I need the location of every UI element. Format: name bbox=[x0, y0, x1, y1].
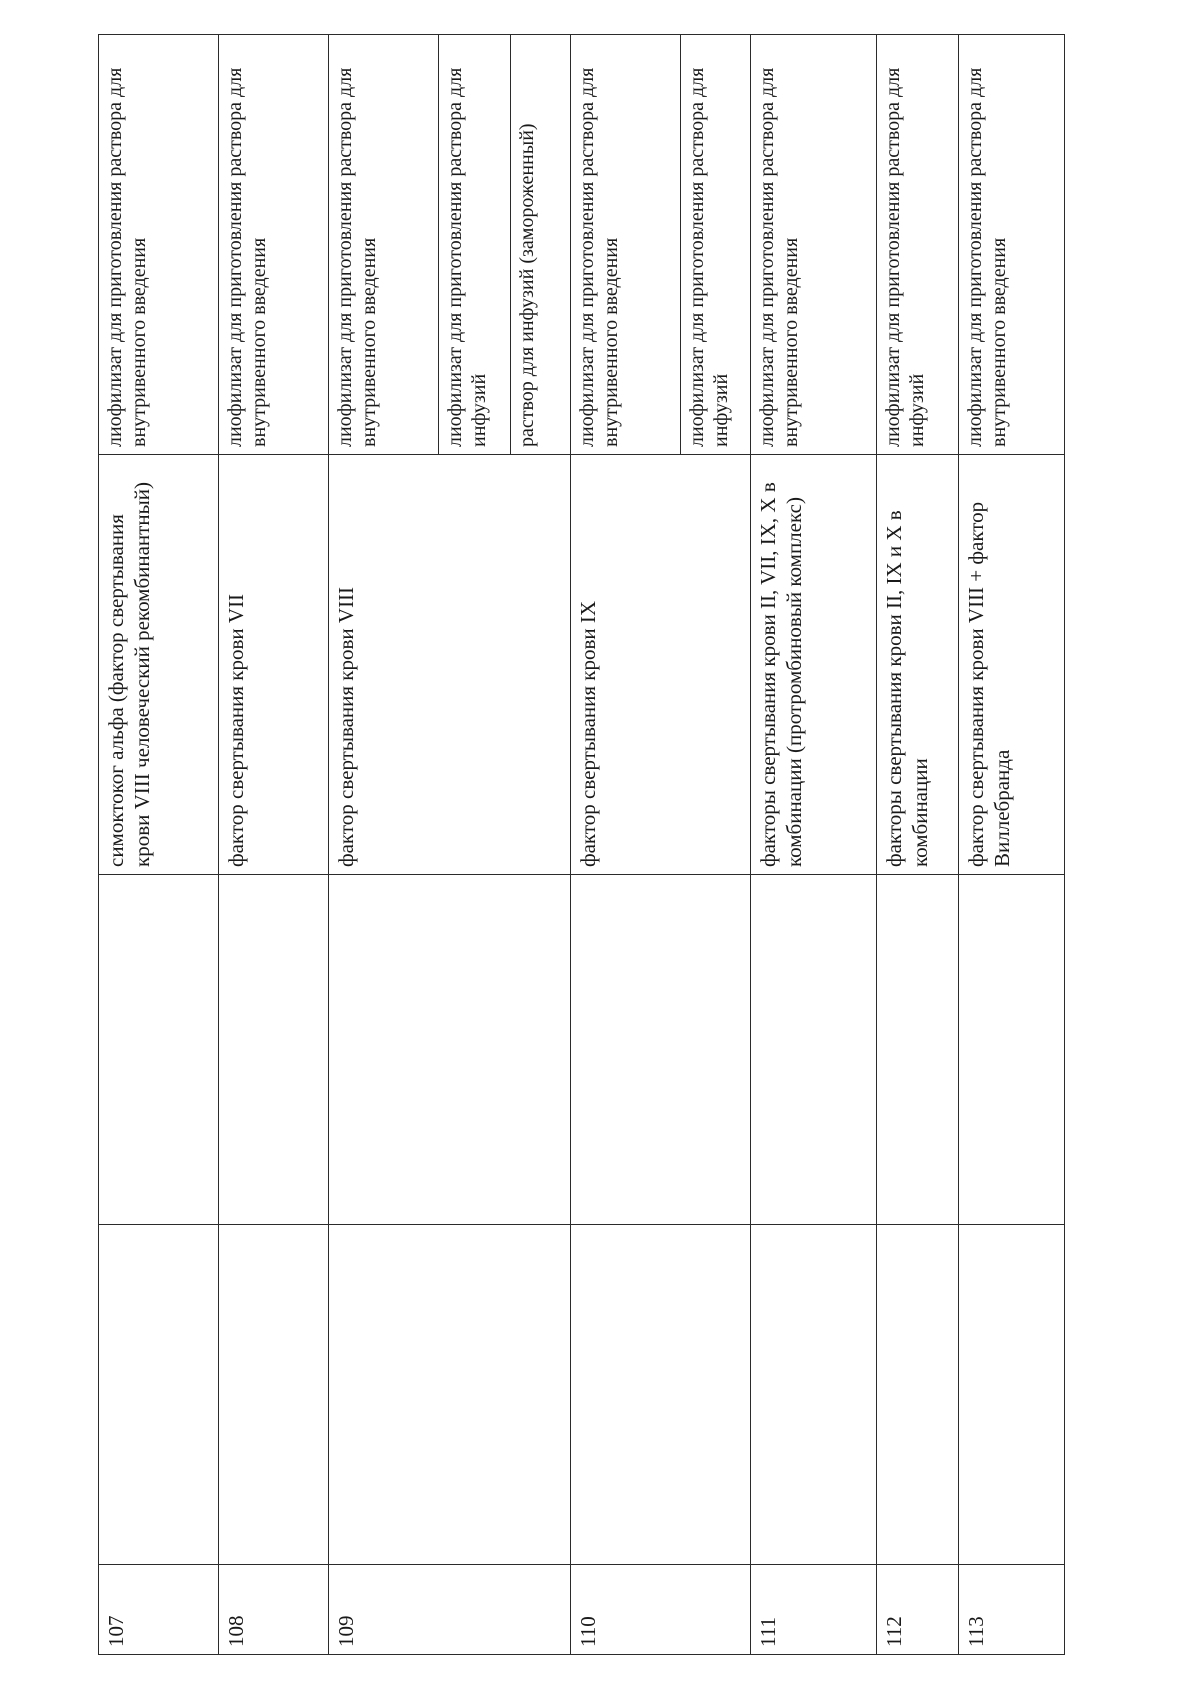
drug-name: фактор свертывания крови VIII bbox=[329, 455, 571, 875]
atc-code-cell bbox=[99, 1225, 219, 1565]
table-row bbox=[751, 35, 877, 1655]
atc-code-cell bbox=[571, 1225, 751, 1565]
atc-code-cell bbox=[329, 1225, 571, 1565]
row-number: 111 bbox=[751, 1565, 877, 1655]
row-number: 113 bbox=[959, 1565, 1065, 1655]
dosage-form: лиофилизат для приготовления раствора для внутривенного введения bbox=[751, 35, 877, 455]
drug-table bbox=[98, 34, 1065, 1655]
dosage-form: лиофилизат для приготовления раствора для инфузий bbox=[681, 35, 751, 455]
drug-name: фактор свертывания крови VII bbox=[219, 455, 329, 875]
table-row bbox=[219, 35, 329, 1655]
group-cell bbox=[329, 875, 571, 1225]
dosage-form: лиофилизат для приготовления раствора для внутривенного введения bbox=[99, 35, 219, 455]
row-number: 110 bbox=[571, 1565, 751, 1655]
atc-code-cell bbox=[959, 1225, 1065, 1565]
group-cell bbox=[219, 875, 329, 1225]
row-number: 109 bbox=[329, 1565, 571, 1655]
table-row bbox=[959, 35, 1065, 1655]
group-cell bbox=[99, 875, 219, 1225]
row-number: 108 bbox=[219, 1565, 329, 1655]
atc-code-cell bbox=[877, 1225, 959, 1565]
dosage-form: лиофилизат для приготовления раствора для внутривенного введения bbox=[571, 35, 681, 455]
group-cell bbox=[571, 875, 751, 1225]
table-row bbox=[877, 35, 959, 1655]
dosage-form: лиофилизат для приготовления раствора для инфузий bbox=[439, 35, 511, 455]
table-row bbox=[329, 35, 439, 1655]
dosage-form: лиофилизат для приготовления раствора для внутривенного введения bbox=[329, 35, 439, 455]
atc-code-cell bbox=[219, 1225, 329, 1565]
row-number: 107 bbox=[99, 1565, 219, 1655]
drug-name: фактор свертывания крови IX bbox=[571, 455, 751, 875]
group-cell bbox=[877, 875, 959, 1225]
group-cell bbox=[959, 875, 1065, 1225]
atc-code-cell bbox=[751, 1225, 877, 1565]
dosage-form: лиофилизат для приготовления раствора для внутривенного введения bbox=[219, 35, 329, 455]
table-row bbox=[571, 35, 681, 1655]
drug-name: симоктоког альфа (фактор свертывания крови VIII человеческий рекомбинантный) bbox=[99, 455, 219, 875]
dosage-form: раствор для инфузий (замороженный) bbox=[511, 35, 571, 455]
table-row bbox=[99, 35, 219, 1655]
dosage-form: лиофилизат для приготовления раствора для инфузий bbox=[877, 35, 959, 455]
drug-name: факторы свертывания крови II, IX и X в комбинации bbox=[877, 455, 959, 875]
drug-name: факторы свертывания крови II, VII, IX, X в комбинации (протромбиновый комплекс) bbox=[751, 455, 877, 875]
row-number: 112 bbox=[877, 1565, 959, 1655]
drug-name: фактор свертывания крови VIII + фактор Виллебранда bbox=[959, 455, 1065, 875]
group-cell bbox=[751, 875, 877, 1225]
dosage-form: лиофилизат для приготовления раствора для внутривенного введения bbox=[959, 35, 1065, 455]
